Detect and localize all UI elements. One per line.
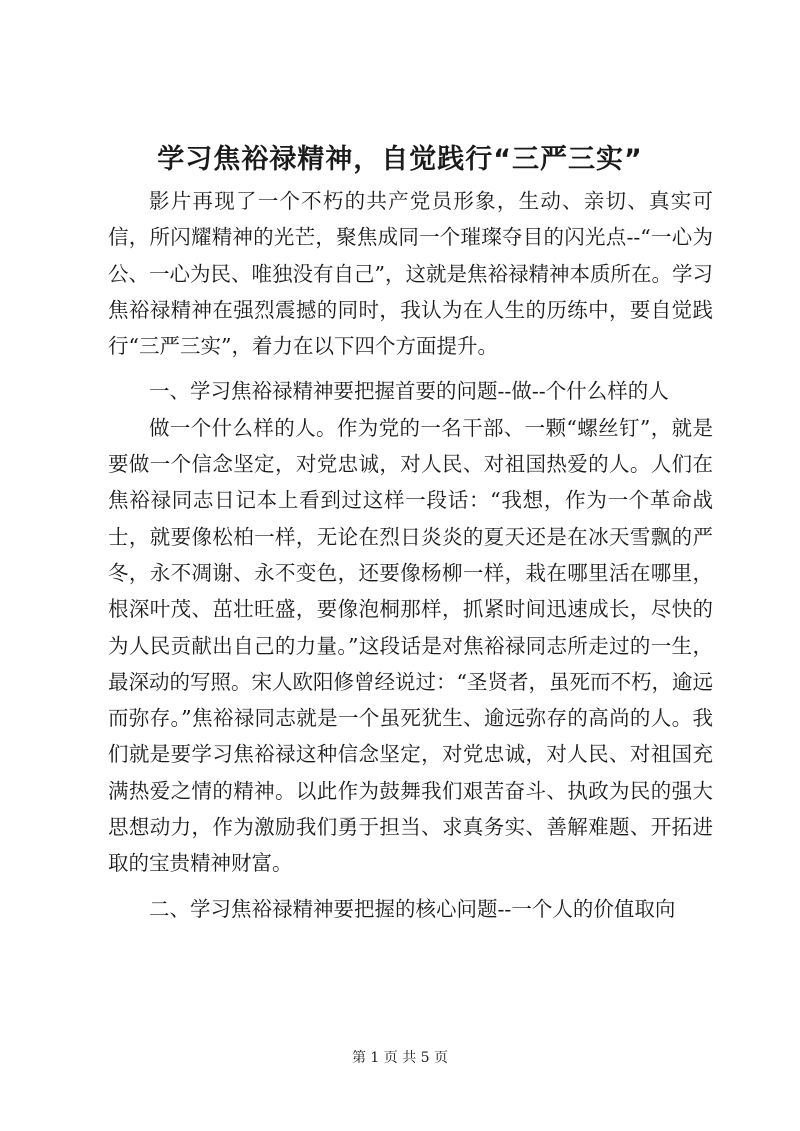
document-body	[108, 183, 713, 927]
page-footer: 第 1 页 共 5 页	[351, 1050, 449, 1066]
section-heading-2: 二、学习焦裕禄精神要把握的核心问题--一个人的价值取向	[149, 896, 676, 921]
intro-paragraph: 影片再现了一个不朽的共产党员形象，生动、亲切、真实可信，所闪耀精神的光芒，聚焦成同一个璀璨夺目的闪光点--“一心为公、一心为民、唯独没有自己”，这就是焦裕禄精神本质所在。学习焦裕禄精神在强烈震撼的同时，我认为在人生的历练中，要自觉践行“三严三实”，着力在以下四个方面提升。	[108, 189, 713, 359]
document-title: 学习焦裕禄精神，自觉践行“三严三实”	[157, 144, 643, 175]
section-heading-1: 一、学习焦裕禄精神要把握首要的问题--做--个什么样的人	[149, 379, 669, 404]
section-1-paragraph: 做一个什么样的人。作为党的一名干部、一颗“螺丝钉”，就是要做一个信念坚定，对党忠诚，对人民、对祖国热爱的人。人们在焦裕禄同志日记本上看到过这样一段话：“我想，作为一个革命战士，就要像松柏一样，无论在烈日炎炎的夏天还是在冰天雪飘的严冬，永不凋谢、永不变色，还要像杨柳一样，栽在哪里活在哪里，根深叶茂、茁壮旺盛，要像泡桐那样，抓紧时间迅速成长，尽快的为人民贡献出自己的力量。”这段话是对焦裕禄同志所走过的一生，最深动的写照。宋人欧阳修曾经说过：“圣贤者，虽死而不朽，逾远而弥存。”焦裕禄同志就是一个虽死犹生、逾远弥存的高尚的人。我们就是要学习焦裕禄这种信念坚定，对党忠诚，对人民、对祖国充满热爱之情的精神。以此作为鼓舞我们艰苦奋斗、执政为民的强大思想动力，作为激励我们勇于担当、求真务实、善解难题、开拓进取的宝贵精神财富。	[108, 415, 713, 876]
